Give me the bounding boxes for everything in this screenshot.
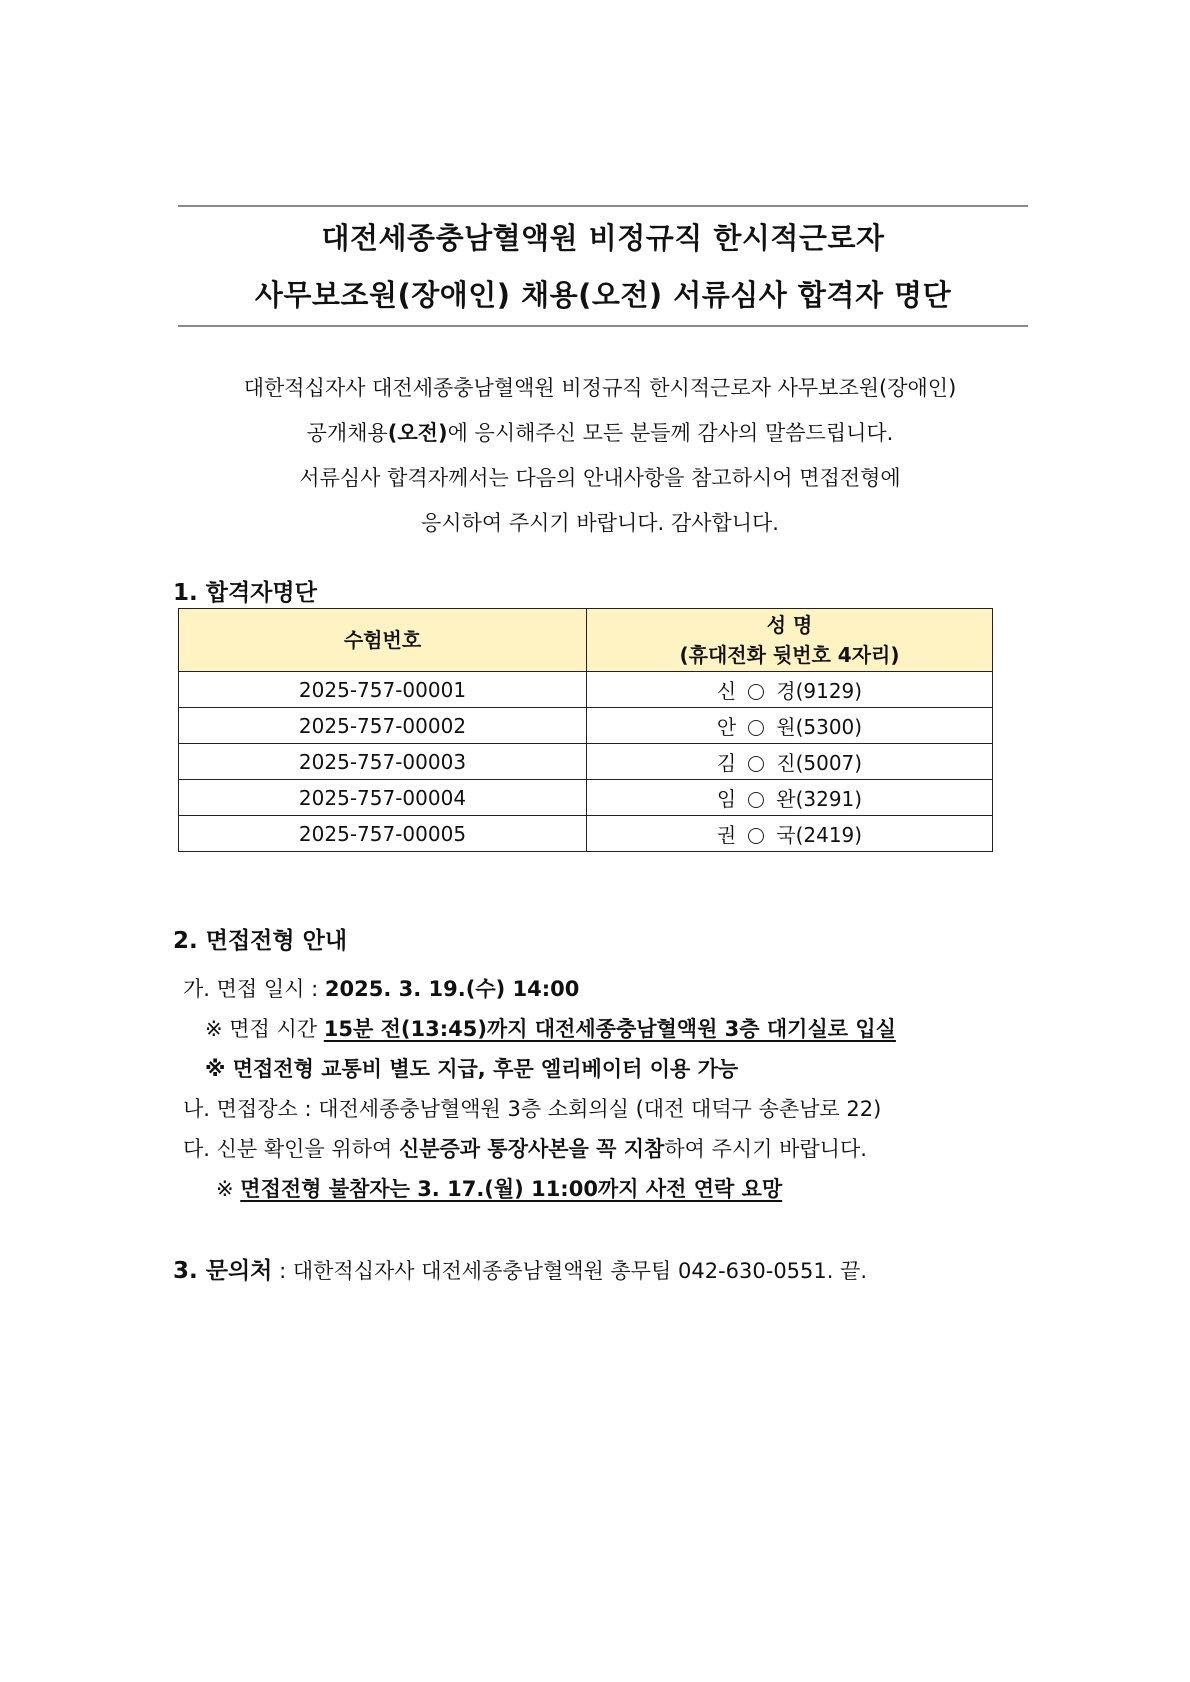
masked-circle-icon — [748, 684, 764, 700]
column-header-number: 수험번호 — [179, 609, 587, 672]
intro-line-1: 대한적십자사 대전세종충남혈액원 비정규직 한시적근로자 사무보조원(장애인) — [243, 376, 957, 400]
name-last: 원(5300) — [776, 715, 863, 739]
note-arrival-mark: ※ 면접 시간 — [205, 1017, 324, 1041]
note-transport: ※ 면접전형 교통비 별도 지급, 후문 엘리베이터 이용 가능 — [205, 1057, 739, 1081]
cell-number: 2025-757-00001 — [179, 672, 587, 708]
id-requirement-pre: 다. 신분 확인을 위하여 — [183, 1137, 399, 1161]
table-row — [179, 708, 993, 744]
interview-location: 나. 면접장소 : 대전세종충남혈액원 3층 소회의실 (대전 대덕구 송촌남로 22) — [183, 1097, 882, 1121]
contact-text: : 대한적십자사 대전세종충남혈액원 총무팀 042-630-0551. 끝. — [272, 1259, 868, 1283]
name-last: 국(2419) — [776, 823, 863, 847]
section2-heading: 2. 면접전형 안내 — [173, 928, 348, 954]
masked-circle-icon — [748, 792, 764, 808]
note-absence — [216, 1173, 782, 1203]
name-first: 김 — [716, 751, 737, 775]
name-first: 신 — [716, 679, 737, 703]
contact-line — [173, 1252, 867, 1285]
table-row — [179, 744, 993, 780]
intro-line-2-pre: 공개채용 — [306, 421, 388, 445]
cell-number: 2025-757-00004 — [179, 780, 587, 816]
intro-line-4: 응시하여 주시기 바랍니다. 감사합니다. — [421, 511, 779, 535]
table-row — [179, 780, 993, 816]
passer-table — [178, 608, 993, 852]
intro-line-2-bold: (오전) — [387, 421, 448, 445]
section1-heading: 1. 합격자명단 — [173, 580, 317, 606]
table-header-row — [179, 609, 993, 672]
cell-number: 2025-757-00003 — [179, 744, 587, 780]
name-last: 진(5007) — [776, 751, 863, 775]
interview-datetime — [183, 973, 579, 1003]
table-row — [179, 816, 993, 852]
intro-line-3: 서류심사 합격자께서는 다음의 안내사항을 참고하시어 면접전형에 — [299, 466, 901, 490]
name-last: 완(3291) — [776, 787, 863, 811]
cell-name — [587, 672, 993, 708]
name-first: 권 — [716, 823, 737, 847]
intro-line-2-post: 에 응시해주신 모든 분들께 감사의 말씀드립니다. — [447, 421, 894, 445]
cell-number: 2025-757-00002 — [179, 708, 587, 744]
intro-line-2 — [120, 417, 1080, 447]
note-absence-mark: ※ — [216, 1177, 241, 1201]
id-requirement-bold: 신분증과 통장사본을 꼭 지참 — [398, 1137, 665, 1161]
section3-heading: 3. 문의처 — [173, 1258, 273, 1284]
document-title-line2: 사무보조원(장애인) 채용(오전) 서류심사 합격자 명단 — [254, 278, 952, 312]
name-first: 임 — [716, 787, 737, 811]
name-last: 경(9129) — [776, 679, 863, 703]
cell-name — [587, 708, 993, 744]
note-arrival-text: 15분 전(13:45)까지 대전세종충남혈액원 3층 대기실로 입실 — [323, 1017, 896, 1041]
document-title-line1: 대전세종충남혈액원 비정규직 한시적근로자 — [321, 221, 885, 255]
cell-number: 2025-757-00005 — [179, 816, 587, 852]
id-requirement — [183, 1133, 867, 1163]
column-header-name — [587, 609, 993, 672]
table-row — [179, 672, 993, 708]
masked-circle-icon — [748, 720, 764, 736]
cell-name — [587, 816, 993, 852]
note-arrival-time — [205, 1013, 896, 1043]
interview-datetime-label: 가. 면접 일시 : — [183, 977, 325, 1001]
id-requirement-post: 하여 주시기 바랍니다. — [664, 1137, 867, 1161]
masked-circle-icon — [748, 828, 764, 844]
cell-name — [587, 780, 993, 816]
note-absence-text: 면접전형 불참자는 3. 17.(월) 11:00까지 사전 연락 요망 — [240, 1177, 783, 1201]
masked-circle-icon — [748, 756, 764, 772]
title-top-rule — [178, 205, 1028, 207]
interview-datetime-value: 2025. 3. 19.(수) 14:00 — [324, 977, 580, 1001]
title-bottom-rule — [178, 325, 1028, 327]
column-header-name-line1: 성 명 — [766, 613, 813, 637]
column-header-name-line2: (휴대전화 뒷번호 4자리) — [679, 643, 900, 667]
name-first: 안 — [716, 715, 737, 739]
cell-name — [587, 744, 993, 780]
